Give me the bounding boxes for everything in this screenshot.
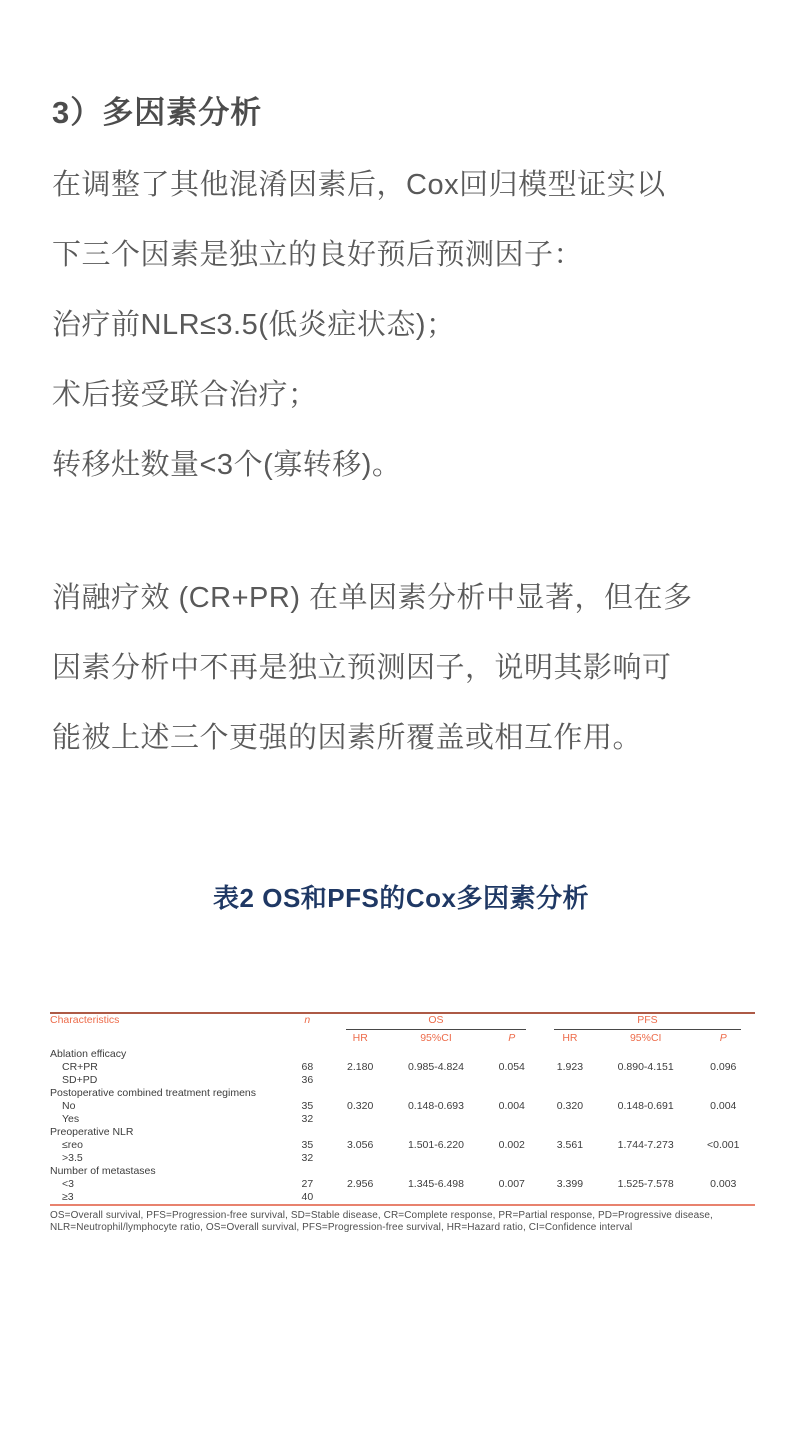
cell-value <box>600 1152 692 1165</box>
cell-value <box>484 1113 540 1126</box>
table-title: 表2 OS和PFS的Cox多因素分析 <box>213 883 589 913</box>
cell-value <box>600 1048 692 1061</box>
cell-value <box>388 1113 483 1126</box>
table-footnote <box>0 1210 800 1234</box>
header-os-ci: 95%CI <box>420 1032 452 1044</box>
cell-value <box>692 1087 755 1100</box>
cell-value <box>332 1126 388 1139</box>
cell-value <box>388 1074 483 1087</box>
paragraph-line: 消融疗效 (CR+PR) 在单因素分析中显著，但在多 <box>52 582 693 614</box>
cell-value <box>540 1113 600 1126</box>
table-row <box>50 1139 755 1152</box>
row-label: SD+PD <box>62 1074 98 1086</box>
table-row <box>50 1191 755 1205</box>
cell-value <box>692 1113 755 1126</box>
cell-value <box>540 1191 600 1205</box>
paragraph-line: 转移灶数量<3个(寡转移)。 <box>52 449 402 481</box>
cell-value <box>388 1152 483 1165</box>
cell-value: 1.525-7.578 <box>617 1178 674 1190</box>
header-pfs-label: PFS <box>554 1014 741 1030</box>
cell-value <box>692 1048 755 1061</box>
cell-value <box>332 1113 388 1126</box>
row-label: >3.5 <box>62 1152 83 1164</box>
paragraph-2 <box>52 563 750 773</box>
cell-value: 0.148-0.691 <box>617 1100 674 1112</box>
cell-value: 0.004 <box>498 1100 525 1112</box>
cell-value <box>540 1165 600 1178</box>
row-label: Postoperative combined treatment regimens <box>50 1087 257 1099</box>
cell-value <box>388 1165 483 1178</box>
header-pfs-p: P <box>719 1032 727 1044</box>
cox-table-container <box>0 1012 800 1206</box>
table-group-row <box>50 1165 755 1178</box>
row-label: Ablation efficacy <box>50 1048 127 1060</box>
header-row-groups <box>50 1013 755 1030</box>
cell-value <box>388 1126 483 1139</box>
cell-value <box>540 1074 600 1087</box>
section-heading: 3）多因素分析 <box>52 95 263 130</box>
header-os-p: P <box>508 1032 516 1044</box>
cell-value: 3.056 <box>347 1139 374 1151</box>
cell-value <box>332 1191 388 1205</box>
cell-value: 1.923 <box>556 1061 584 1073</box>
table-row <box>50 1152 755 1165</box>
cell-value: 35 <box>301 1139 314 1151</box>
table-row <box>50 1061 755 1074</box>
cell-value <box>692 1126 755 1139</box>
cell-value <box>332 1087 388 1100</box>
cell-value: 0.320 <box>347 1100 374 1112</box>
cell-value <box>283 1165 332 1178</box>
cell-value: 0.320 <box>556 1100 584 1112</box>
cell-value: 0.148-0.693 <box>407 1100 464 1112</box>
cell-value: 36 <box>301 1074 314 1086</box>
cell-value <box>484 1048 540 1061</box>
cell-value <box>600 1165 692 1178</box>
cell-value <box>283 1048 332 1061</box>
paragraph-line: 能被上述三个更强的因素所覆盖或相互作用。 <box>52 722 643 754</box>
paragraph-line: 下三个因素是独立的良好预后预测因子： <box>52 239 584 271</box>
table-row <box>50 1113 755 1126</box>
cell-value <box>332 1152 388 1165</box>
cell-value <box>484 1191 540 1205</box>
cell-value <box>692 1074 755 1087</box>
header-os-hr: HR <box>352 1032 368 1044</box>
table-body <box>50 1048 755 1205</box>
cell-value: 2.180 <box>347 1061 374 1073</box>
header-os-label: OS <box>346 1014 526 1030</box>
cell-value: 32 <box>301 1113 314 1125</box>
cell-value <box>283 1126 332 1139</box>
cell-value <box>332 1165 388 1178</box>
cell-value <box>332 1048 388 1061</box>
cell-value: 0.890-4.151 <box>617 1061 674 1073</box>
cell-value: <0.001 <box>707 1139 740 1151</box>
cell-value: 3.399 <box>556 1178 584 1190</box>
cell-value: 0.002 <box>498 1139 525 1151</box>
cell-value: 0.004 <box>710 1100 737 1112</box>
cell-value: 0.096 <box>710 1061 737 1073</box>
header-pfs-hr: HR <box>562 1032 578 1044</box>
cell-value <box>332 1074 388 1087</box>
paragraph-line: 在调整了其他混淆因素后，Cox回归模型证实以 <box>52 169 666 201</box>
row-label: CR+PR <box>62 1061 98 1073</box>
cox-multivariate-table <box>50 1012 755 1206</box>
cell-value <box>600 1126 692 1139</box>
cell-value: 1.744-7.273 <box>617 1139 674 1151</box>
cell-value <box>388 1087 483 1100</box>
cell-value: 2.956 <box>347 1178 374 1190</box>
cell-value: 32 <box>301 1152 314 1164</box>
cell-value <box>283 1087 332 1100</box>
cell-value: 3.561 <box>556 1139 584 1151</box>
row-label: Preoperative NLR <box>50 1126 134 1138</box>
cell-value <box>600 1074 692 1087</box>
table-row <box>50 1074 755 1087</box>
table-header <box>50 1013 755 1048</box>
cell-value: 0.985-4.824 <box>407 1061 464 1073</box>
cell-value <box>540 1048 600 1061</box>
footnote-line: OS=Overall survival, PFS=Progression-free survival, SD=Stable disease, CR=Complete response, PR=Partial response, PD=Progressive disease, <box>50 1210 713 1221</box>
cell-value: 0.054 <box>498 1061 525 1073</box>
header-n: n <box>304 1014 311 1026</box>
cell-value: 35 <box>301 1100 314 1112</box>
paragraph-line: 因素分析中不再是独立预测因子，说明其影响可 <box>52 652 672 684</box>
header-characteristics: Characteristics <box>50 1014 120 1026</box>
table-group-row <box>50 1087 755 1100</box>
article-content <box>0 96 800 913</box>
cell-value <box>692 1191 755 1205</box>
cell-value <box>388 1048 483 1061</box>
cell-value <box>388 1191 483 1205</box>
header-pfs-group <box>540 1013 755 1030</box>
row-label: ≥3 <box>62 1191 74 1203</box>
footnote-line: NLR=Neutrophil/lymphocyte ratio, OS=Overall survival, PFS=Progression-free survival, HR=Hazard ratio, CI=Confidence interval <box>50 1222 633 1233</box>
cell-value: 1.501-6.220 <box>407 1139 464 1151</box>
cell-value: 40 <box>301 1191 314 1203</box>
cell-value <box>692 1165 755 1178</box>
header-pfs-ci: 95%CI <box>629 1032 662 1044</box>
paragraph-1 <box>52 150 750 500</box>
row-label: <3 <box>62 1178 74 1190</box>
cell-value: 0.007 <box>498 1178 525 1190</box>
cell-value <box>484 1074 540 1087</box>
row-label: Yes <box>62 1113 80 1125</box>
cell-value: 0.003 <box>710 1178 737 1190</box>
cell-value: 27 <box>301 1178 314 1190</box>
cell-value: 68 <box>301 1061 314 1073</box>
cell-value <box>484 1165 540 1178</box>
paragraph-line: 治疗前NLR≤3.5(低炎症状态)； <box>52 309 456 341</box>
cell-value <box>540 1087 600 1100</box>
cell-value <box>600 1087 692 1100</box>
cell-value <box>540 1152 600 1165</box>
cell-value <box>692 1152 755 1165</box>
cell-value <box>484 1152 540 1165</box>
row-label: ≤reo <box>62 1139 83 1151</box>
row-label: Number of metastases <box>50 1165 156 1177</box>
table-group-row <box>50 1126 755 1139</box>
table-group-row <box>50 1048 755 1061</box>
cell-value <box>484 1087 540 1100</box>
cell-value <box>540 1126 600 1139</box>
row-label: No <box>62 1100 76 1112</box>
paragraph-line: 术后接受联合治疗； <box>52 379 318 411</box>
table-row <box>50 1178 755 1191</box>
cell-value <box>484 1126 540 1139</box>
header-os-group <box>332 1013 540 1030</box>
cell-value <box>600 1113 692 1126</box>
table-row <box>50 1100 755 1113</box>
cell-value <box>600 1191 692 1205</box>
cell-value: 1.345-6.498 <box>407 1178 464 1190</box>
